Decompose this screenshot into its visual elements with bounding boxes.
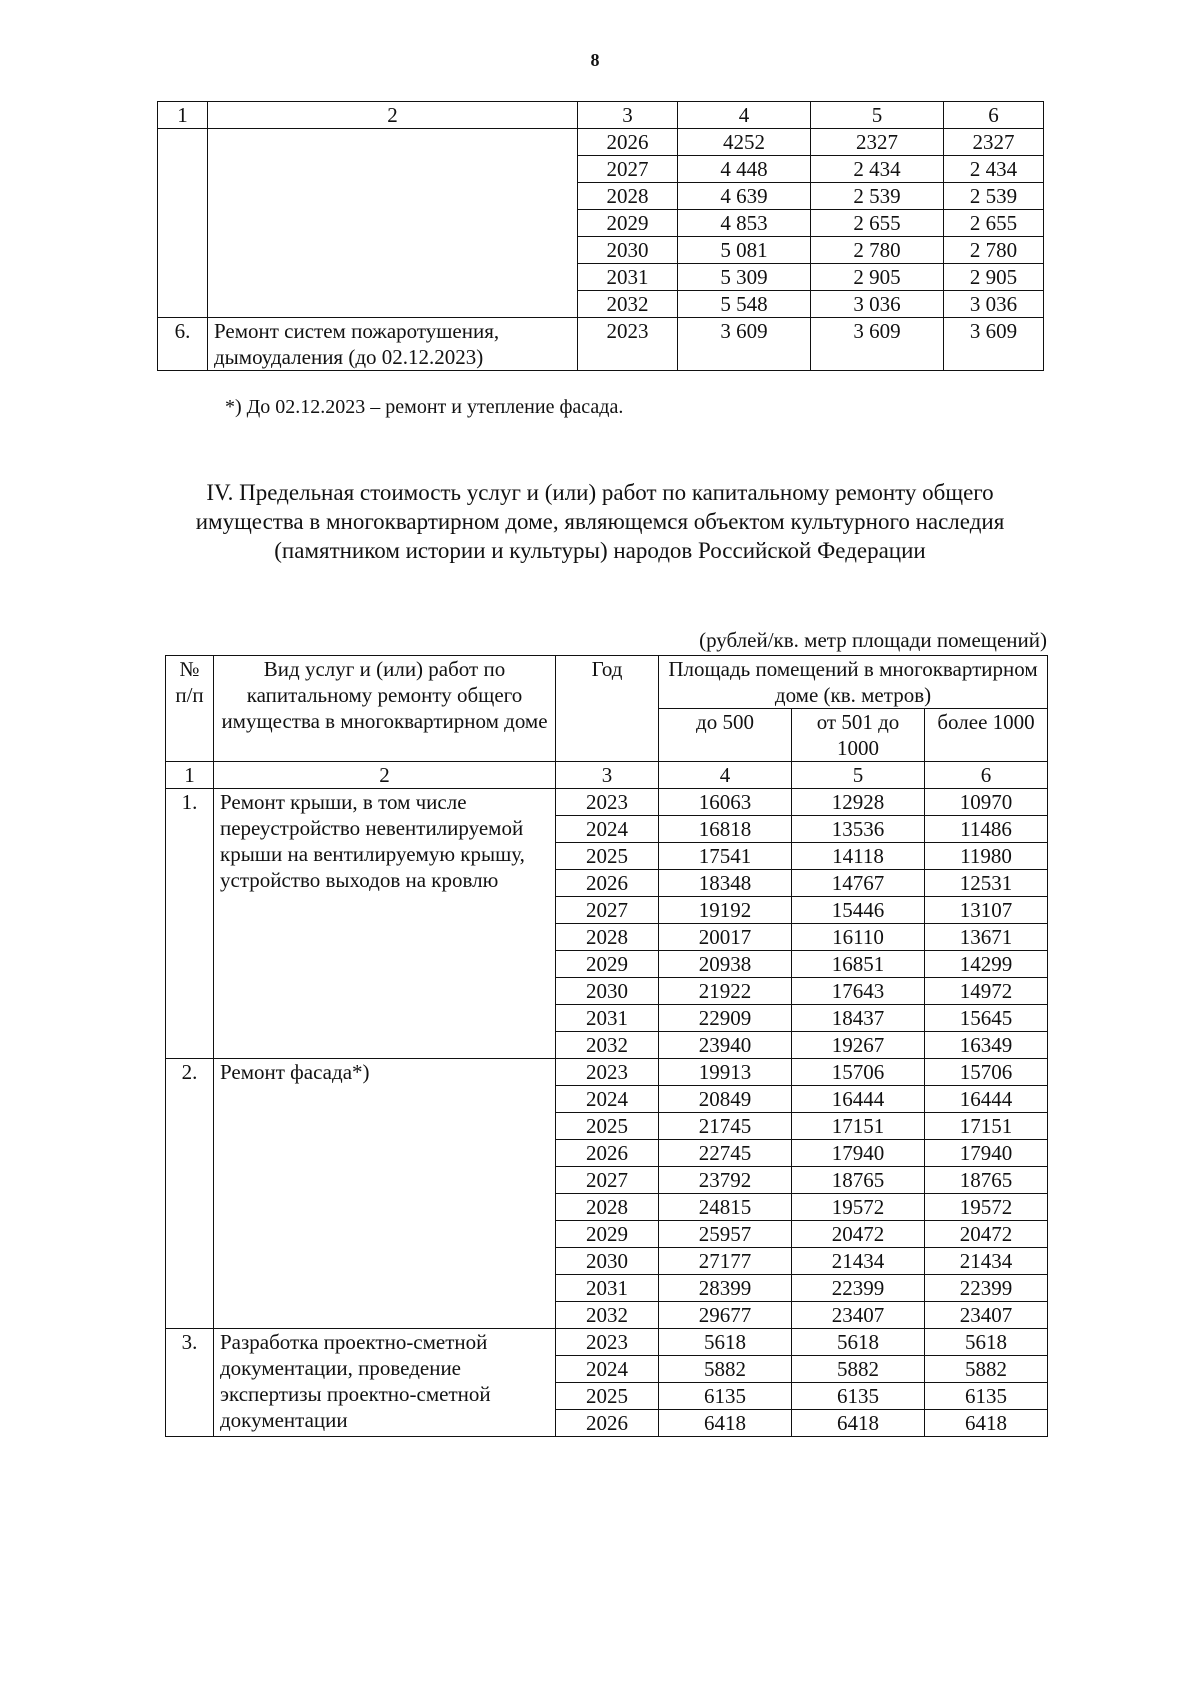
value-cell: 13671 <box>925 924 1048 951</box>
value-cell: 2028 <box>556 1194 659 1221</box>
value-cell: 23407 <box>925 1302 1048 1329</box>
value-cell: 20849 <box>659 1086 792 1113</box>
value-cell: 16444 <box>792 1086 925 1113</box>
value-cell: 2024 <box>556 1356 659 1383</box>
value-cell: 14767 <box>792 870 925 897</box>
value-cell: 3 036 <box>811 291 944 318</box>
value-cell: 18765 <box>792 1167 925 1194</box>
value-cell: 5 309 <box>678 264 811 291</box>
value-cell: 6135 <box>925 1383 1048 1410</box>
value-cell: 2024 <box>556 816 659 843</box>
value-cell: 5 548 <box>678 291 811 318</box>
value-cell: 2032 <box>578 291 678 318</box>
value-cell: 11486 <box>925 816 1048 843</box>
value-cell: 14972 <box>925 978 1048 1005</box>
value-cell: 22745 <box>659 1140 792 1167</box>
value-cell: 2 655 <box>811 210 944 237</box>
value-cell: 2 434 <box>811 156 944 183</box>
item-number: 1. <box>166 789 214 1059</box>
column-number: 4 <box>678 102 811 129</box>
column-number: 1 <box>166 762 214 789</box>
value-cell: 5618 <box>659 1329 792 1356</box>
value-cell: 2026 <box>556 1140 659 1167</box>
value-cell: 14299 <box>925 951 1048 978</box>
table-row <box>158 318 1044 371</box>
empty-cell <box>158 129 208 318</box>
value-cell: 20017 <box>659 924 792 951</box>
value-cell: 2327 <box>811 129 944 156</box>
item-number: 6. <box>158 318 208 371</box>
value-cell: 4 448 <box>678 156 811 183</box>
continued-table <box>157 101 1044 371</box>
value-cell: 18765 <box>925 1167 1048 1194</box>
header-num: № п/п <box>166 656 214 762</box>
value-cell: 4252 <box>678 129 811 156</box>
value-cell: 17940 <box>925 1140 1048 1167</box>
value-cell: 19572 <box>792 1194 925 1221</box>
value-cell: 18348 <box>659 870 792 897</box>
value-cell: 2023 <box>556 1329 659 1356</box>
value-cell: 15645 <box>925 1005 1048 1032</box>
value-cell: 22399 <box>792 1275 925 1302</box>
value-cell: 5618 <box>792 1329 925 1356</box>
column-number: 6 <box>944 102 1044 129</box>
value-cell: 15706 <box>792 1059 925 1086</box>
item-name: Ремонт фасада*) <box>214 1059 556 1329</box>
value-cell: 5882 <box>659 1356 792 1383</box>
value-cell: 6418 <box>925 1410 1048 1437</box>
value-cell: 19913 <box>659 1059 792 1086</box>
value-cell: 24815 <box>659 1194 792 1221</box>
value-cell: 2028 <box>578 183 678 210</box>
value-cell: 2027 <box>556 1167 659 1194</box>
value-cell: 2030 <box>578 237 678 264</box>
value-cell: 13107 <box>925 897 1048 924</box>
value-cell: 15706 <box>925 1059 1048 1086</box>
header-row <box>166 656 1048 709</box>
value-cell: 2029 <box>578 210 678 237</box>
column-number: 4 <box>659 762 792 789</box>
value-cell: 25957 <box>659 1221 792 1248</box>
header-year: Год <box>556 656 659 762</box>
footnote: *) До 02.12.2023 – ремонт и утепление фасада. <box>225 396 624 418</box>
column-number: 5 <box>811 102 944 129</box>
value-cell: 5 081 <box>678 237 811 264</box>
header-area-3: более 1000 <box>925 709 1048 762</box>
cost-table <box>165 655 1048 1437</box>
value-cell: 28399 <box>659 1275 792 1302</box>
value-cell: 19267 <box>792 1032 925 1059</box>
value-cell: 21434 <box>792 1248 925 1275</box>
value-cell: 17541 <box>659 843 792 870</box>
value-cell: 6135 <box>659 1383 792 1410</box>
value-cell: 11980 <box>925 843 1048 870</box>
value-cell: 2032 <box>556 1302 659 1329</box>
value-cell: 2 780 <box>944 237 1044 264</box>
column-number: 5 <box>792 762 925 789</box>
value-cell: 2025 <box>556 1113 659 1140</box>
value-cell: 14118 <box>792 843 925 870</box>
column-number: 1 <box>158 102 208 129</box>
value-cell: 3 609 <box>811 318 944 371</box>
value-cell: 5882 <box>792 1356 925 1383</box>
value-cell: 20472 <box>925 1221 1048 1248</box>
value-cell: 17151 <box>925 1113 1048 1140</box>
value-cell: 3 609 <box>944 318 1044 371</box>
value-cell: 2327 <box>944 129 1044 156</box>
value-cell: 21745 <box>659 1113 792 1140</box>
value-cell: 2028 <box>556 924 659 951</box>
table-row <box>166 789 1048 816</box>
value-cell: 16851 <box>792 951 925 978</box>
column-number-row <box>158 102 1044 129</box>
value-cell: 23940 <box>659 1032 792 1059</box>
value-cell: 29677 <box>659 1302 792 1329</box>
value-cell: 2030 <box>556 1248 659 1275</box>
header-area-1: до 500 <box>659 709 792 762</box>
value-cell: 2026 <box>578 129 678 156</box>
value-cell: 2 905 <box>944 264 1044 291</box>
value-cell: 4 853 <box>678 210 811 237</box>
value-cell: 16818 <box>659 816 792 843</box>
table-row <box>158 129 1044 156</box>
value-cell: 2031 <box>578 264 678 291</box>
value-cell: 2025 <box>556 843 659 870</box>
value-cell: 2 539 <box>811 183 944 210</box>
value-cell: 16063 <box>659 789 792 816</box>
value-cell: 23792 <box>659 1167 792 1194</box>
value-cell: 19572 <box>925 1194 1048 1221</box>
value-cell: 2029 <box>556 1221 659 1248</box>
value-cell: 2023 <box>556 789 659 816</box>
value-cell: 2029 <box>556 951 659 978</box>
value-cell: 2024 <box>556 1086 659 1113</box>
page-number: 8 <box>590 50 600 70</box>
column-number: 6 <box>925 762 1048 789</box>
value-cell: 22399 <box>925 1275 1048 1302</box>
table-row <box>166 1059 1048 1086</box>
value-cell: 12928 <box>792 789 925 816</box>
value-cell: 6135 <box>792 1383 925 1410</box>
value-cell: 20472 <box>792 1221 925 1248</box>
value-cell: 20938 <box>659 951 792 978</box>
value-cell: 2 905 <box>811 264 944 291</box>
value-cell: 22909 <box>659 1005 792 1032</box>
column-number: 3 <box>578 102 678 129</box>
unit-label: (рублей/кв. метр площади помещений) <box>699 628 1047 652</box>
value-cell: 5882 <box>925 1356 1048 1383</box>
value-cell: 3 036 <box>944 291 1044 318</box>
value-cell: 16444 <box>925 1086 1048 1113</box>
value-cell: 2 434 <box>944 156 1044 183</box>
value-cell: 2 780 <box>811 237 944 264</box>
value-cell: 2027 <box>578 156 678 183</box>
column-number-row <box>166 762 1048 789</box>
value-cell: 2023 <box>556 1059 659 1086</box>
table-row <box>166 1329 1048 1356</box>
value-cell: 2 655 <box>944 210 1044 237</box>
value-cell: 2025 <box>556 1383 659 1410</box>
value-cell: 23407 <box>792 1302 925 1329</box>
value-cell: 12531 <box>925 870 1048 897</box>
value-cell: 21922 <box>659 978 792 1005</box>
value-cell: 2030 <box>556 978 659 1005</box>
value-cell: 13536 <box>792 816 925 843</box>
section-title: IV. Предельная стоимость услуг и (или) работ по капитальному ремонту общего имущества в многоквартирном доме, являющемся объектом культурного наследия (памятником истории и культуры) народов Российской Федерации <box>195 480 1005 563</box>
value-cell: 16110 <box>792 924 925 951</box>
value-cell: 6418 <box>659 1410 792 1437</box>
value-cell: 21434 <box>925 1248 1048 1275</box>
column-number: 2 <box>208 102 578 129</box>
header-area-2: от 501 до 1000 <box>792 709 925 762</box>
value-cell: 17643 <box>792 978 925 1005</box>
empty-cell <box>208 129 578 318</box>
item-name: Ремонт систем пожаротушения, дымоудаления (до 02.12.2023) <box>208 318 578 371</box>
value-cell: 10970 <box>925 789 1048 816</box>
value-cell: 2032 <box>556 1032 659 1059</box>
value-cell: 2026 <box>556 1410 659 1437</box>
value-cell: 19192 <box>659 897 792 924</box>
value-cell: 5618 <box>925 1329 1048 1356</box>
value-cell: 2026 <box>556 870 659 897</box>
value-cell: 2031 <box>556 1005 659 1032</box>
value-cell: 15446 <box>792 897 925 924</box>
column-number: 2 <box>214 762 556 789</box>
column-number: 3 <box>556 762 659 789</box>
value-cell: 6418 <box>792 1410 925 1437</box>
item-name: Ремонт крыши, в том числе переустройство невентилируемой крыши на вентилируемую крышу, устройство выходов на кровлю <box>214 789 556 1059</box>
item-name: Разработка проектно-сметной документации, проведение экспертизы проектно-сметной документации <box>214 1329 556 1437</box>
value-cell: 18437 <box>792 1005 925 1032</box>
value-cell: 17151 <box>792 1113 925 1140</box>
value-cell: 2031 <box>556 1275 659 1302</box>
value-cell: 4 639 <box>678 183 811 210</box>
value-cell: 2 539 <box>944 183 1044 210</box>
item-number: 3. <box>166 1329 214 1437</box>
value-cell: 16349 <box>925 1032 1048 1059</box>
value-cell: 2027 <box>556 897 659 924</box>
value-cell: 2023 <box>578 318 678 371</box>
header-work: Вид услуг и (или) работ по капитальному ремонту общего имущества в многоквартирном доме <box>214 656 556 762</box>
value-cell: 17940 <box>792 1140 925 1167</box>
value-cell: 3 609 <box>678 318 811 371</box>
value-cell: 27177 <box>659 1248 792 1275</box>
item-number: 2. <box>166 1059 214 1329</box>
header-area: Площадь помещений в многоквартирном доме (кв. метров) <box>659 656 1048 709</box>
